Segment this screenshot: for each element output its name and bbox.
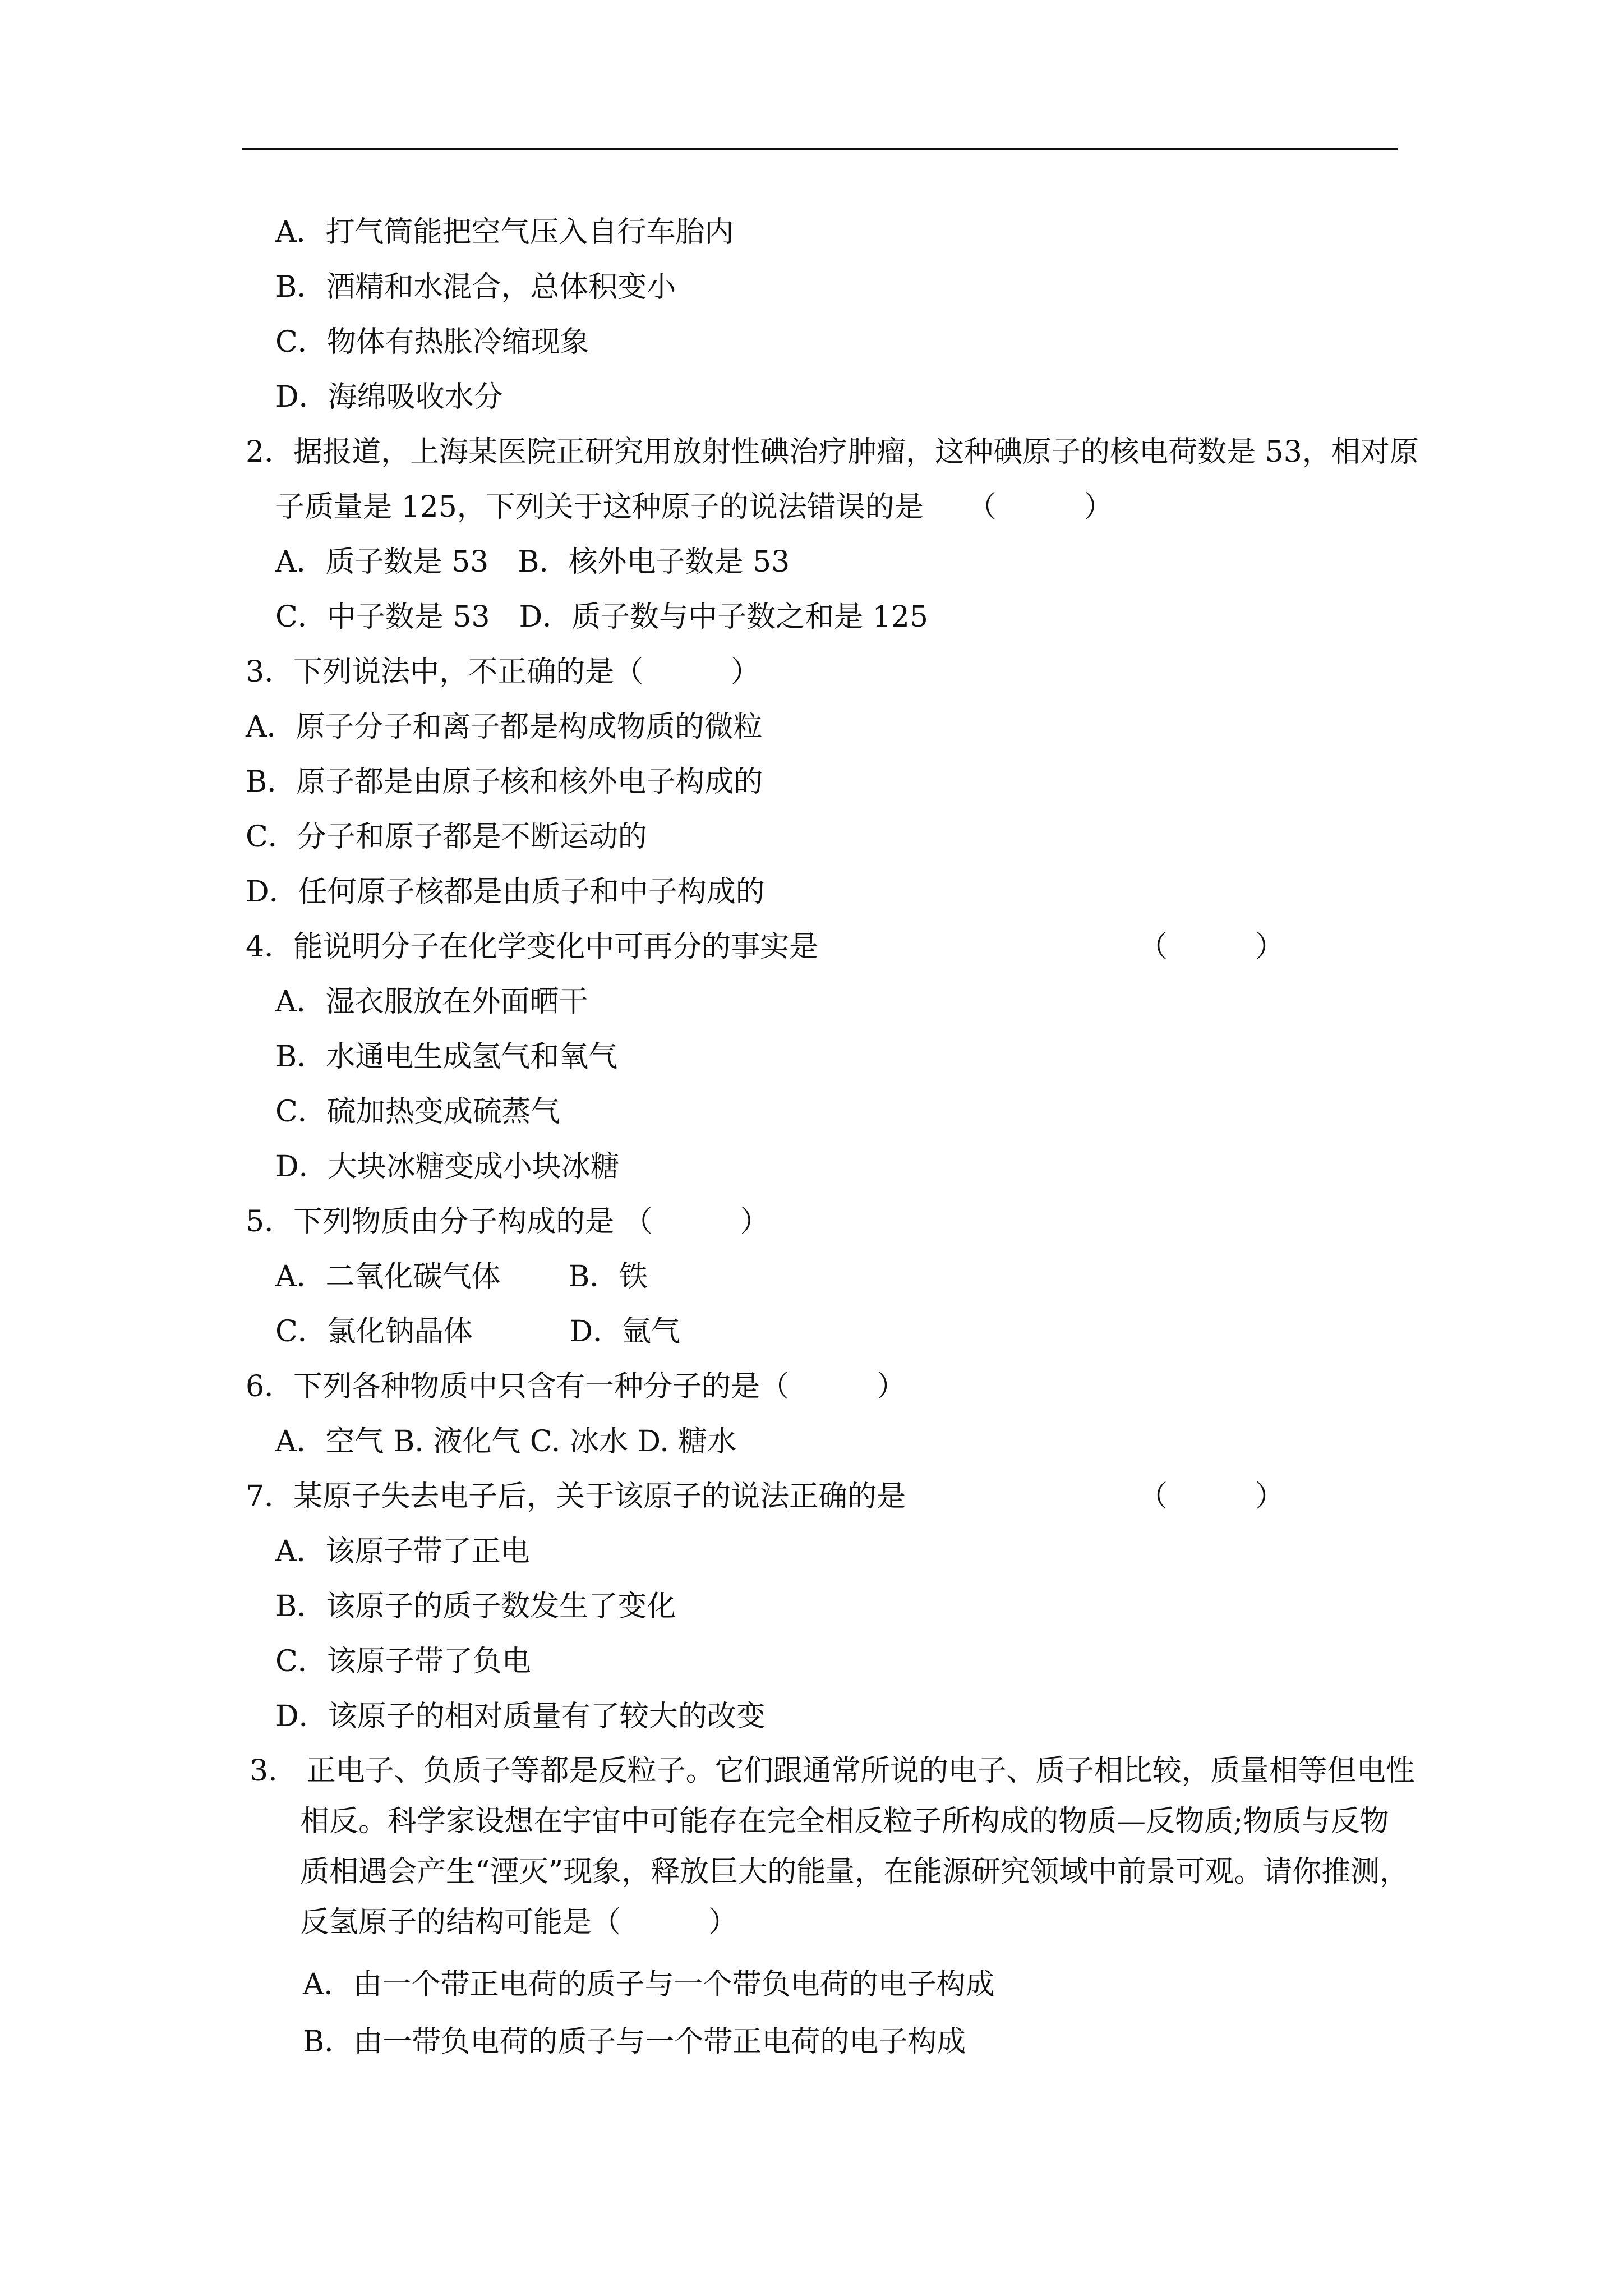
- q3-option-c: C．分子和原子都是不断运动的: [246, 820, 647, 854]
- q3-option-a: A．原子分子和离子都是构成物质的微粒: [246, 710, 763, 744]
- q1-option-d: D．海绵吸收水分: [275, 380, 503, 414]
- q2-stem-line2: 子质量是 125，下列关于这种原子的说法错误的是 （ ）: [275, 490, 1113, 524]
- q6-options: A．空气 B. 液化气 C. 冰水 D. 糖水: [275, 1425, 737, 1458]
- q1-option-a: A．打气筒能把空气压入自行车胎内: [275, 215, 734, 249]
- q7-option-b: B．该原子的质子数发生了变化: [275, 1590, 676, 1623]
- q7-option-d: D．该原子的相对质量有了较大的改变: [275, 1700, 766, 1733]
- q4-option-b: B．水通电生成氢气和氧气: [275, 1040, 618, 1074]
- q1-option-c: C．物体有热胀冷缩现象: [275, 325, 589, 359]
- q7-stem: 7．某原子失去电子后，关于该原子的说法正确的是: [246, 1480, 906, 1513]
- q1-option-b: B．酒精和水混合，总体积变小: [275, 270, 676, 304]
- q8-option-a: A．由一个带正电荷的质子与一个带负电荷的电子构成: [303, 1968, 995, 2001]
- q5-options-line2: C．氯化钠晶体 D．氩气: [275, 1315, 681, 1349]
- q8-stem-line1: 3. 正电子、负质子等都是反粒子。它们跟通常所说的电子、质子相比较，质量相等但电性: [250, 1754, 1415, 1788]
- q7-option-a: A．该原子带了正电: [275, 1535, 530, 1568]
- q3-option-d: D．任何原子核都是由质子和中子构成的: [246, 875, 765, 909]
- q2-stem-line1: 2．据报道，上海某医院正研究用放射性碘治疗肿瘤，这种碘原子的核电荷数是 53，相对原: [246, 435, 1419, 469]
- header-rule: [242, 148, 1398, 150]
- q4-stem: 4．能说明分子在化学变化中可再分的事实是: [246, 930, 819, 964]
- q5-stem: 5．下列物质由分子构成的是 （ ）: [246, 1205, 769, 1239]
- q4-answer-bracket: （ ）: [1138, 930, 1285, 964]
- q8-stem-line2: 相反。科学家设想在宇宙中可能存在完全相反粒子所构成的物质—反物质;物质与反物: [300, 1805, 1389, 1838]
- q3-option-b: B．原子都是由原子核和核外电子构成的: [246, 765, 763, 799]
- q4-option-a: A．湿衣服放在外面晒干: [275, 985, 588, 1019]
- q4-option-c: C．硫加热变成硫蒸气: [275, 1095, 560, 1129]
- q3-stem: 3．下列说法中，不正确的是（ ）: [246, 655, 760, 689]
- q4-option-d: D．大块冰糖变成小块冰糖: [275, 1150, 620, 1184]
- q8-option-b: B．由一带负电荷的质子与一个带正电荷的电子构成: [303, 2025, 966, 2059]
- q2-options-line2: C．中子数是 53 D．质子数与中子数之和是 125: [275, 600, 928, 634]
- q7-answer-bracket: （ ）: [1138, 1480, 1285, 1513]
- q6-stem: 6．下列各种物质中只含有一种分子的是（ ）: [246, 1370, 906, 1404]
- q8-stem-line4: 反氢原子的结构可能是（ ）: [300, 1906, 738, 1939]
- q2-options-line1: A．质子数是 53 B．核外电子数是 53: [275, 545, 790, 579]
- q5-options-line1: A．二氧化碳气体 B．铁: [275, 1260, 648, 1294]
- q7-option-c: C．该原子带了负电: [275, 1645, 531, 1678]
- q8-stem-line3: 质相遇会产生“湮灭”现象，释放巨大的能量，在能源研究领域中前景可观。请你推测，: [300, 1855, 1409, 1889]
